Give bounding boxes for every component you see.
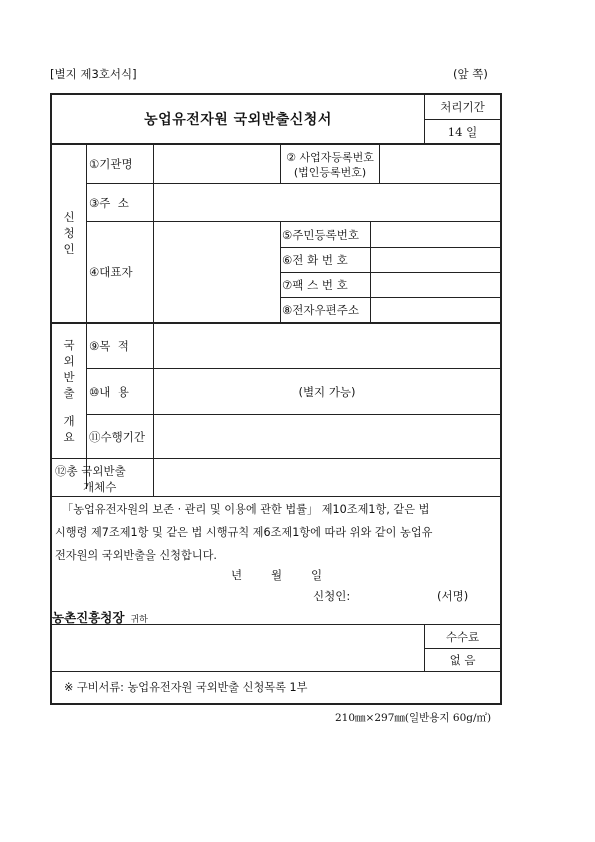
period-field[interactable] xyxy=(154,415,500,458)
addressee-suffix: 귀하 xyxy=(130,615,148,625)
applicant-signature-label: 신청인: xyxy=(313,589,351,603)
date-year-label: 년 xyxy=(231,568,243,582)
addressee-name: 농촌진흥청장 xyxy=(52,610,125,625)
fee-row-bottom xyxy=(50,671,502,672)
total-count-label: ⑫총 국외반출 개체수 xyxy=(55,463,126,494)
org-name-label: ①기관명 xyxy=(89,156,133,171)
purpose-label: ⑨목 적 xyxy=(89,338,129,353)
table-bottom-border xyxy=(50,703,502,705)
fee-value: 없 음 xyxy=(449,653,476,667)
content-field[interactable] xyxy=(154,369,500,414)
form-title: 농업유전자원 국외반출신청서 xyxy=(144,112,332,128)
applicant-section-label: 신 청 인 xyxy=(63,210,75,256)
statement-line-2: 시행령 제7조제1항 및 같은 법 시행규칙 제6조제1항에 따라 위와 같이 농업유 xyxy=(55,526,433,539)
fax-label: ⑦팩 스 번 호 xyxy=(282,277,348,292)
org-name-field[interactable] xyxy=(154,144,280,183)
signature-mark-label: (서명) xyxy=(437,589,469,603)
statement-line-1: 「농업유전자원의 보존 · 관리 및 이용에 관한 법률」 제10조제1항, 같은 법 xyxy=(62,503,430,516)
phone-field[interactable] xyxy=(371,247,500,272)
address-field[interactable] xyxy=(154,184,500,221)
biz-no-field[interactable] xyxy=(380,144,500,183)
overview-section-label: 국 외 반 출 개 요 xyxy=(63,337,75,444)
table-right-border xyxy=(500,93,502,705)
address-label: ③주 소 xyxy=(89,195,129,210)
paper-spec: 210㎜×297㎜(일반용지 60g/㎡) xyxy=(335,712,492,724)
section-label-divider xyxy=(86,144,87,489)
purpose-field[interactable] xyxy=(154,323,500,368)
date-day-label: 일 xyxy=(311,568,323,582)
processing-period-value: 14 일 xyxy=(447,124,478,139)
attachment-note: ※ 구비서류: 농업유전자원 국외반출 신청목록 1부 xyxy=(64,681,308,694)
applicant-signature-field[interactable] xyxy=(360,586,430,604)
biz-no-label: ② 사업자등록번호 (법인등록번호) xyxy=(286,150,374,179)
addressee xyxy=(52,608,148,626)
rrn-field[interactable] xyxy=(371,222,500,247)
date-month-label: 월 xyxy=(271,568,283,582)
email-field[interactable] xyxy=(371,297,500,322)
total-row-bottom xyxy=(50,496,502,497)
processing-period-label: 처리기간 xyxy=(440,99,485,114)
content-label: ⑩내 용 xyxy=(89,384,129,399)
statement-line-3: 전자원의 국외반출을 신청합니다. xyxy=(55,549,217,562)
total-count-field[interactable] xyxy=(154,459,500,496)
phone-label: ⑥전 화 번 호 xyxy=(282,252,348,267)
form-number: [별지 제3호서식] xyxy=(50,67,137,81)
fee-label: 수수료 xyxy=(445,629,480,644)
page-side-label: (앞 쪽) xyxy=(453,67,488,81)
rrn-label: ⑤주민등록번호 xyxy=(282,227,359,242)
content-note: (별지 가능) xyxy=(298,384,356,399)
fax-field[interactable] xyxy=(371,272,500,297)
email-label: ⑧전자우편주소 xyxy=(282,302,359,317)
rep-name-field[interactable] xyxy=(154,222,280,322)
period-label: ⑪수행기간 xyxy=(89,429,145,444)
rep-label: ④대표자 xyxy=(89,265,133,279)
